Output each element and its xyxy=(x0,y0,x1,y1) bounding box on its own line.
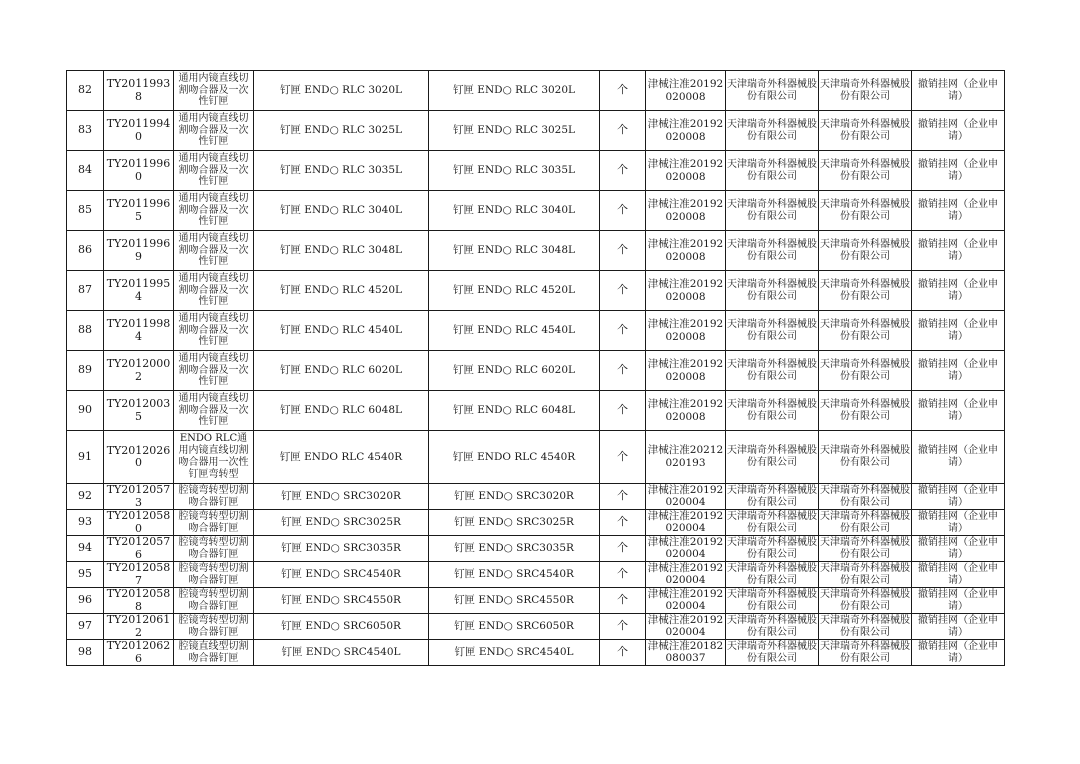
listing-status-cell: 撤销挂网（企业申请） xyxy=(912,562,1005,588)
listing-status-cell: 撤销挂网（企业申请） xyxy=(912,231,1005,271)
table-row xyxy=(67,151,1005,191)
model-cell: 钉匣 END○ RLC 3025L xyxy=(429,111,600,151)
product-name-cell: 腔镜弯转型切割吻合器钉匣 xyxy=(174,588,254,614)
manufacturer-cell: 天津瑞奇外科器械股份有限公司 xyxy=(820,589,910,612)
table-row xyxy=(67,391,1005,431)
product-code-cell: TY20120580 xyxy=(104,510,174,536)
listing-status-cell: 撤销挂网（企业申请） xyxy=(912,351,1005,391)
model-cell: 钉匣 END○ RLC 6048L xyxy=(429,391,600,431)
product-name-cell: 通用内镜直线切割吻合器及一次性钉匣 xyxy=(174,391,254,431)
model-cell: 钉匣 END○ SRC4540R xyxy=(429,562,600,588)
specification-cell: 钉匣 END○ SRC3025R xyxy=(254,510,429,536)
product-name-cell: 通用内镜直线切割吻合器及一次性钉匣 xyxy=(174,351,254,391)
manufacturer-cell: 天津瑞奇外科器械股份有限公司 xyxy=(819,71,912,111)
registrant-cell: 天津瑞奇外科器械股份有限公司 xyxy=(727,485,817,508)
registrant-cell: 天津瑞奇外科器械股份有限公司 xyxy=(727,511,817,534)
product-code-cell: TY20119984 xyxy=(104,311,174,351)
registrant-cell: 天津瑞奇外科器械股份有限公司 xyxy=(727,615,817,638)
registration-certificate-cell: 津械注准20192020004 xyxy=(646,614,726,640)
unit-cell: 个 xyxy=(600,640,646,666)
listing-status-cell: 撤销挂网（企业申请） xyxy=(912,191,1005,231)
registrant-cell: 天津瑞奇外科器械股份有限公司 xyxy=(727,563,817,586)
model-cell: 钉匣 END○ RLC 6020L xyxy=(429,351,600,391)
unit-cell: 个 xyxy=(600,510,646,536)
specification-cell: 钉匣 END○ SRC3035R xyxy=(254,536,429,562)
unit-cell: 个 xyxy=(600,614,646,640)
row-number-cell: 93 xyxy=(67,510,104,536)
row-number-cell: 91 xyxy=(67,431,104,484)
product-name-cell: 腔镜弯转型切割吻合器钉匣 xyxy=(174,562,254,588)
listing-status-cell: 撤销挂网（企业申请） xyxy=(912,640,1005,666)
product-name-cell: 通用内镜直线切割吻合器及一次性钉匣 xyxy=(174,111,254,151)
model-cell: 钉匣 END○ RLC 3020L xyxy=(429,71,600,111)
manufacturer-cell: 天津瑞奇外科器械股份有限公司 xyxy=(820,641,910,664)
row-number-cell: 84 xyxy=(67,151,104,191)
registrant-cell: 天津瑞奇外科器械股份有限公司 xyxy=(726,231,819,271)
product-name-cell: 通用内镜直线切割吻合器及一次性钉匣 xyxy=(174,311,254,351)
row-number-cell: 90 xyxy=(67,391,104,431)
manufacturer-cell: 天津瑞奇外科器械股份有限公司 xyxy=(820,537,910,560)
product-code-cell: TY20119938 xyxy=(104,71,174,111)
registration-certificate-cell: 津械注准20192020008 xyxy=(646,351,726,391)
registrant-cell: 天津瑞奇外科器械股份有限公司 xyxy=(726,151,819,191)
manufacturer-cell: 天津瑞奇外科器械股份有限公司 xyxy=(820,485,910,508)
product-name-cell: 腔镜弯转型切割吻合器钉匣 xyxy=(174,614,254,640)
table-row xyxy=(67,588,1005,614)
registration-certificate-cell: 津械注准20192020008 xyxy=(646,231,726,271)
registrant-cell: 天津瑞奇外科器械股份有限公司 xyxy=(726,71,819,111)
model-cell: 钉匣 END○ SRC3025R xyxy=(429,510,600,536)
manufacturer-cell: 天津瑞奇外科器械股份有限公司 xyxy=(819,311,912,351)
unit-cell: 个 xyxy=(600,151,646,191)
row-number-cell: 97 xyxy=(67,614,104,640)
specification-cell: 钉匣 END○ RLC 6048L xyxy=(254,391,429,431)
product-name-cell: 腔镜弯转型切割吻合器钉匣 xyxy=(174,510,254,536)
row-number-cell: 88 xyxy=(67,311,104,351)
unit-cell: 个 xyxy=(600,71,646,111)
registration-certificate-cell: 津械注准20192020008 xyxy=(646,71,726,111)
listing-status-cell: 撤销挂网（企业申请） xyxy=(912,111,1005,151)
listing-status-cell: 撤销挂网（企业申请） xyxy=(912,510,1005,536)
registration-certificate-cell: 津械注准20212020193 xyxy=(646,431,726,484)
row-number-cell: 83 xyxy=(67,111,104,151)
registration-certificate-cell: 津械注准20192020008 xyxy=(646,111,726,151)
model-cell: 钉匣 END○ SRC4550R xyxy=(429,588,600,614)
registration-certificate-cell: 津械注准20192020004 xyxy=(646,510,726,536)
listing-status-cell: 撤销挂网（企业申请） xyxy=(912,588,1005,614)
specification-cell: 钉匣 END○ RLC 4540L xyxy=(254,311,429,351)
table-row xyxy=(67,231,1005,271)
product-name-cell: 腔镜弯转型切割吻合器钉匣 xyxy=(174,536,254,562)
row-number-cell: 96 xyxy=(67,588,104,614)
table-row xyxy=(67,311,1005,351)
table-row xyxy=(67,271,1005,311)
registrant-cell: 天津瑞奇外科器械股份有限公司 xyxy=(726,391,819,431)
manufacturer-cell: 天津瑞奇外科器械股份有限公司 xyxy=(820,615,910,638)
listing-status-cell: 撤销挂网（企业申请） xyxy=(912,614,1005,640)
manufacturer-cell: 天津瑞奇外科器械股份有限公司 xyxy=(819,151,912,191)
product-name-cell: 腔镜弯转型切割吻合器钉匣 xyxy=(174,484,254,510)
unit-cell: 个 xyxy=(600,271,646,311)
unit-cell: 个 xyxy=(600,311,646,351)
specification-cell: 钉匣 END○ RLC 6020L xyxy=(254,351,429,391)
model-cell: 钉匣 ENDO RLC 4540R xyxy=(429,431,600,484)
listing-status-cell: 撤销挂网（企业申请） xyxy=(912,431,1005,484)
table-row xyxy=(67,111,1005,151)
unit-cell: 个 xyxy=(600,562,646,588)
registrant-cell: 天津瑞奇外科器械股份有限公司 xyxy=(727,641,817,664)
product-name-cell: 通用内镜直线切割吻合器及一次性钉匣 xyxy=(174,71,254,111)
product-code-cell: TY20120576 xyxy=(104,536,174,562)
manufacturer-cell: 天津瑞奇外科器械股份有限公司 xyxy=(819,431,912,484)
unit-cell: 个 xyxy=(600,536,646,562)
registration-certificate-cell: 津械注准20192020008 xyxy=(646,271,726,311)
product-code-cell: TY20120587 xyxy=(104,562,174,588)
registration-certificate-cell: 津械注准20192020008 xyxy=(646,311,726,351)
specification-cell: 钉匣 END○ RLC 3048L xyxy=(254,231,429,271)
product-code-cell: TY20119940 xyxy=(104,111,174,151)
manufacturer-cell: 天津瑞奇外科器械股份有限公司 xyxy=(819,271,912,311)
product-table xyxy=(66,70,1005,666)
row-number-cell: 87 xyxy=(67,271,104,311)
table-row xyxy=(67,431,1005,484)
manufacturer-cell: 天津瑞奇外科器械股份有限公司 xyxy=(820,563,910,586)
registration-certificate-cell: 津械注准20192020004 xyxy=(646,484,726,510)
listing-status-cell: 撤销挂网（企业申请） xyxy=(912,71,1005,111)
specification-cell: 钉匣 END○ RLC 3035L xyxy=(254,151,429,191)
table-row xyxy=(67,510,1005,536)
product-code-cell: TY20119954 xyxy=(104,271,174,311)
product-name-cell: 通用内镜直线切割吻合器及一次性钉匣 xyxy=(174,191,254,231)
unit-cell: 个 xyxy=(600,191,646,231)
registration-certificate-cell: 津械注准20182080037 xyxy=(646,640,726,666)
row-number-cell: 82 xyxy=(67,71,104,111)
row-number-cell: 94 xyxy=(67,536,104,562)
specification-cell: 钉匣 END○ SRC4540L xyxy=(254,640,429,666)
row-number-cell: 98 xyxy=(67,640,104,666)
registrant-cell: 天津瑞奇外科器械股份有限公司 xyxy=(726,191,819,231)
table-body xyxy=(67,71,1005,666)
model-cell: 钉匣 END○ RLC 3035L xyxy=(429,151,600,191)
unit-cell: 个 xyxy=(600,231,646,271)
product-name-cell: 通用内镜直线切割吻合器及一次性钉匣 xyxy=(174,151,254,191)
product-code-cell: TY20119969 xyxy=(104,231,174,271)
model-cell: 钉匣 END○ SRC4540L xyxy=(429,640,600,666)
table-row xyxy=(67,191,1005,231)
registrant-cell: 天津瑞奇外科器械股份有限公司 xyxy=(726,111,819,151)
registrant-cell: 天津瑞奇外科器械股份有限公司 xyxy=(726,311,819,351)
unit-cell: 个 xyxy=(600,431,646,484)
product-code-cell: TY20119965 xyxy=(104,191,174,231)
specification-cell: 钉匣 END○ RLC 3020L xyxy=(254,71,429,111)
unit-cell: 个 xyxy=(600,111,646,151)
model-cell: 钉匣 END○ RLC 4520L xyxy=(429,271,600,311)
row-number-cell: 95 xyxy=(67,562,104,588)
product-name-cell: 腔镜直线型切割吻合器钉匣 xyxy=(174,640,254,666)
manufacturer-cell: 天津瑞奇外科器械股份有限公司 xyxy=(820,511,910,534)
table-row xyxy=(67,71,1005,111)
table-row xyxy=(67,351,1005,391)
row-number-cell: 86 xyxy=(67,231,104,271)
listing-status-cell: 撤销挂网（企业申请） xyxy=(912,271,1005,311)
unit-cell: 个 xyxy=(600,351,646,391)
registrant-cell: 天津瑞奇外科器械股份有限公司 xyxy=(727,537,817,560)
product-code-cell: TY20119960 xyxy=(104,151,174,191)
unit-cell: 个 xyxy=(600,588,646,614)
registration-certificate-cell: 津械注准20192020004 xyxy=(646,562,726,588)
specification-cell: 钉匣 END○ SRC4550R xyxy=(254,588,429,614)
listing-status-cell: 撤销挂网（企业申请） xyxy=(912,484,1005,510)
specification-cell: 钉匣 ENDO RLC 4540R xyxy=(254,431,429,484)
model-cell: 钉匣 END○ RLC 4540L xyxy=(429,311,600,351)
registration-certificate-cell: 津械注准20192020008 xyxy=(646,151,726,191)
specification-cell: 钉匣 END○ RLC 3040L xyxy=(254,191,429,231)
specification-cell: 钉匣 END○ RLC 3025L xyxy=(254,111,429,151)
listing-status-cell: 撤销挂网（企业申请） xyxy=(912,536,1005,562)
product-code-cell: TY20120035 xyxy=(104,391,174,431)
product-code-cell: TY20120626 xyxy=(104,640,174,666)
product-code-cell: TY20120002 xyxy=(104,351,174,391)
table-row xyxy=(67,562,1005,588)
unit-cell: 个 xyxy=(600,484,646,510)
listing-status-cell: 撤销挂网（企业申请） xyxy=(912,391,1005,431)
model-cell: 钉匣 END○ SRC3035R xyxy=(429,536,600,562)
specification-cell: 钉匣 END○ SRC4540R xyxy=(254,562,429,588)
product-code-cell: TY20120612 xyxy=(104,614,174,640)
manufacturer-cell: 天津瑞奇外科器械股份有限公司 xyxy=(819,391,912,431)
manufacturer-cell: 天津瑞奇外科器械股份有限公司 xyxy=(819,191,912,231)
product-code-cell: TY20120260 xyxy=(104,431,174,484)
model-cell: 钉匣 END○ SRC6050R xyxy=(429,614,600,640)
listing-status-cell: 撤销挂网（企业申请） xyxy=(912,311,1005,351)
table-row xyxy=(67,640,1005,666)
row-number-cell: 92 xyxy=(67,484,104,510)
model-cell: 钉匣 END○ RLC 3040L xyxy=(429,191,600,231)
model-cell: 钉匣 END○ RLC 3048L xyxy=(429,231,600,271)
product-name-cell: ENDO RLC通用内镜直线切割吻合器用一次性钉匣弯转型 xyxy=(174,431,254,484)
registrant-cell: 天津瑞奇外科器械股份有限公司 xyxy=(727,589,817,612)
row-number-cell: 85 xyxy=(67,191,104,231)
product-name-cell: 通用内镜直线切割吻合器及一次性钉匣 xyxy=(174,271,254,311)
specification-cell: 钉匣 END○ SRC6050R xyxy=(254,614,429,640)
row-number-cell: 89 xyxy=(67,351,104,391)
specification-cell: 钉匣 END○ SRC3020R xyxy=(254,484,429,510)
registrant-cell: 天津瑞奇外科器械股份有限公司 xyxy=(726,351,819,391)
registrant-cell: 天津瑞奇外科器械股份有限公司 xyxy=(726,271,819,311)
manufacturer-cell: 天津瑞奇外科器械股份有限公司 xyxy=(819,231,912,271)
registration-certificate-cell: 津械注准20192020004 xyxy=(646,588,726,614)
registration-certificate-cell: 津械注准20192020008 xyxy=(646,391,726,431)
manufacturer-cell: 天津瑞奇外科器械股份有限公司 xyxy=(819,111,912,151)
product-code-cell: TY20120573 xyxy=(104,484,174,510)
listing-status-cell: 撤销挂网（企业申请） xyxy=(912,151,1005,191)
registration-certificate-cell: 津械注准20192020004 xyxy=(646,536,726,562)
specification-cell: 钉匣 END○ RLC 4520L xyxy=(254,271,429,311)
table-row xyxy=(67,536,1005,562)
table-row xyxy=(67,614,1005,640)
model-cell: 钉匣 END○ SRC3020R xyxy=(429,484,600,510)
product-code-cell: TY20120588 xyxy=(104,588,174,614)
product-name-cell: 通用内镜直线切割吻合器及一次性钉匣 xyxy=(174,231,254,271)
registrant-cell: 天津瑞奇外科器械股份有限公司 xyxy=(726,431,819,484)
table-row xyxy=(67,484,1005,510)
manufacturer-cell: 天津瑞奇外科器械股份有限公司 xyxy=(819,351,912,391)
registration-certificate-cell: 津械注准20192020008 xyxy=(646,191,726,231)
unit-cell: 个 xyxy=(600,391,646,431)
